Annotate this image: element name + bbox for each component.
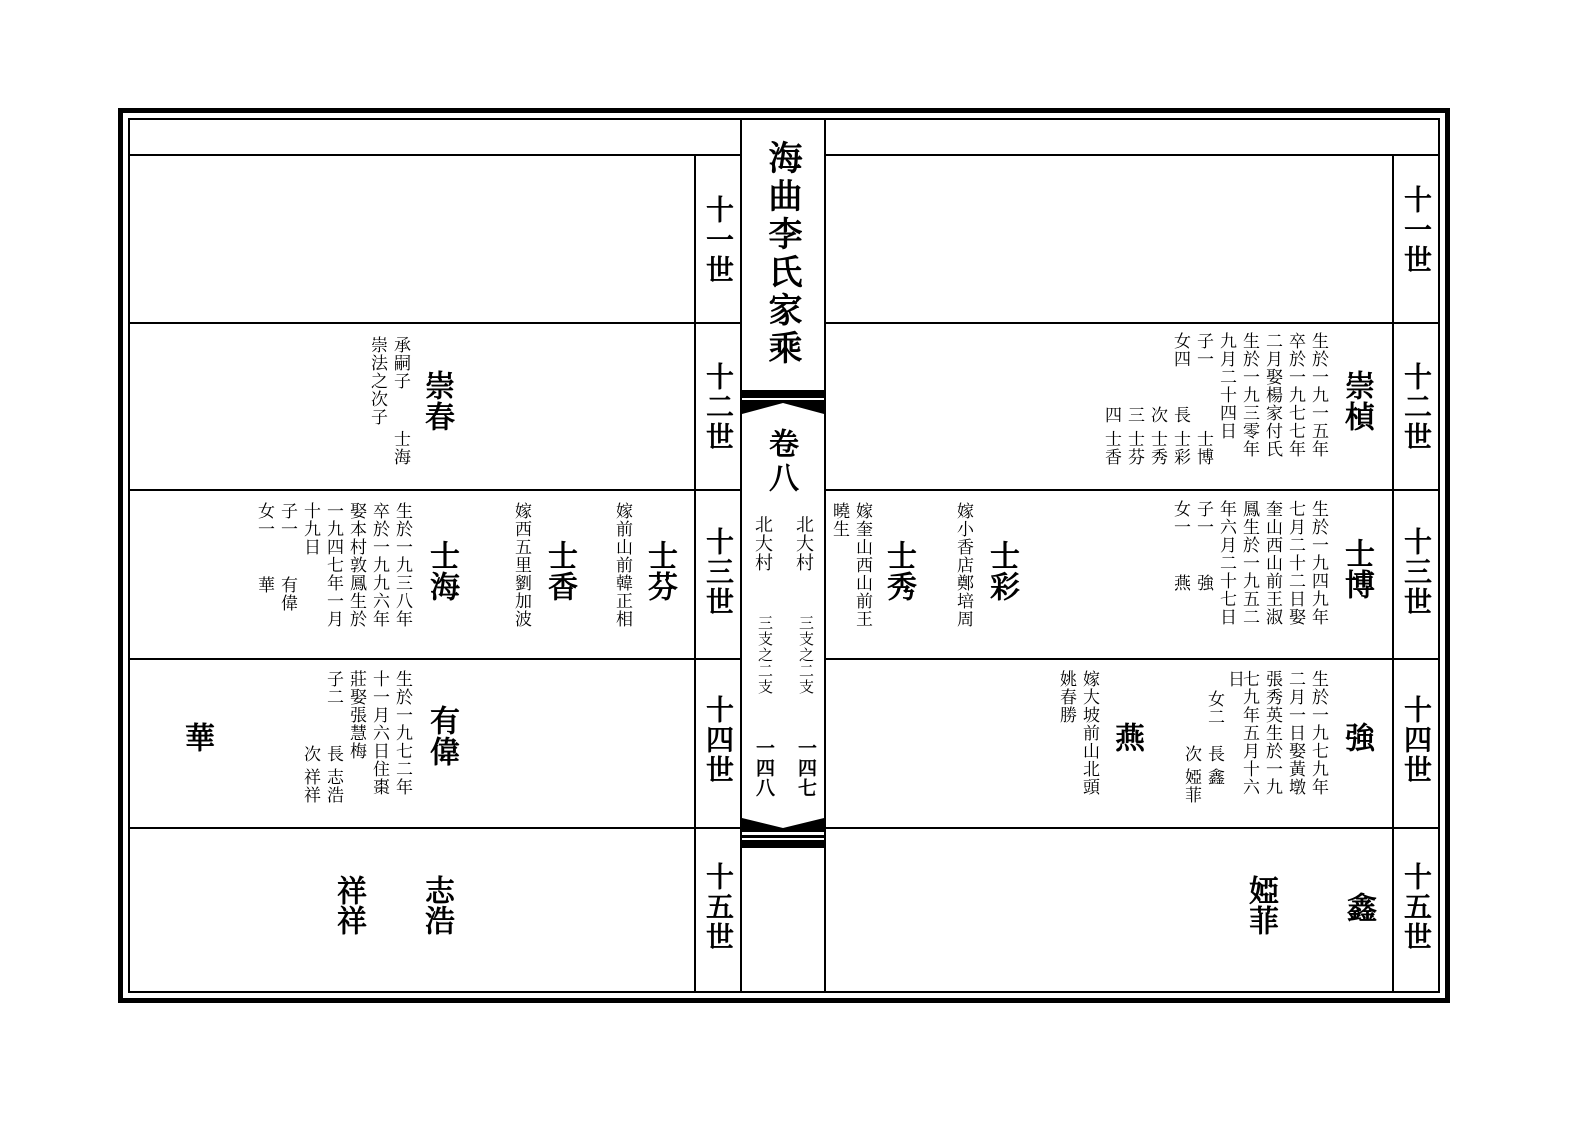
right-row-line <box>826 489 1440 491</box>
child-rank: 次 <box>1181 745 1201 763</box>
bio-line: 子一 <box>1193 500 1213 536</box>
spine-left-line <box>740 118 742 993</box>
bio-line: 女一 <box>254 502 274 538</box>
person-name: 士芬 <box>642 540 677 602</box>
bio-line: 生於一九一五年 <box>1308 332 1328 458</box>
person-name: 士秀 <box>881 540 916 602</box>
bio-line: 日 <box>1224 670 1244 688</box>
bio-line: 二月娶楊家付氏 <box>1262 332 1282 458</box>
right-row-line <box>826 827 1440 829</box>
left-gen-column-line <box>694 155 696 993</box>
bio-line: 嫁奎山西山前王 <box>852 502 872 628</box>
bio-line: 崇法之次子 <box>367 336 387 426</box>
bio-line: 十一月六日住棗 <box>369 670 389 796</box>
bio-line: 娶本村敦鳳生於 <box>346 502 366 628</box>
child-name: 士芬 <box>1124 430 1144 466</box>
left-row-line <box>128 827 740 829</box>
bio-line: 莊娶張慧梅 <box>346 670 366 760</box>
bio-line: 嫁前山前韓正相 <box>612 502 632 628</box>
bio-line: 年六月二十七日 <box>1216 500 1236 626</box>
child-name: 華 <box>254 576 274 594</box>
bio-line: 女一 <box>1170 500 1190 536</box>
left-gen-label-11: 十一世 <box>702 195 735 285</box>
right-row-line <box>826 658 1440 660</box>
bio-line: 卒於一九九六年 <box>369 502 389 628</box>
left-row-line <box>128 489 740 491</box>
bio-line: 二月一日娶黃墩 <box>1285 670 1305 796</box>
child-name: 士海 <box>390 430 410 466</box>
person-name: 有偉 <box>424 705 459 767</box>
fishtail-top-mark <box>742 390 824 420</box>
child-rank: 三 <box>1124 406 1144 424</box>
bio-line: 女二 <box>1204 690 1224 726</box>
child-rank: 次 <box>300 745 320 763</box>
bio-line: 生於一九三八年 <box>392 502 412 628</box>
bio-line: 一九四七年一月 <box>323 502 343 628</box>
child-name: 強 <box>1193 574 1213 592</box>
bio-line: 生於一九七九年 <box>1308 670 1328 796</box>
left-row-line <box>128 322 740 324</box>
bio-line: 十九日 <box>300 502 320 556</box>
bio-line: 七月二十二日娶 <box>1285 500 1305 626</box>
person-name: 鑫 <box>1341 892 1376 922</box>
right-branch: 三支之二支 <box>797 615 815 695</box>
right-village: 北大村 <box>793 515 814 572</box>
bio-line: 子二 <box>323 670 343 706</box>
left-gen-label-12: 十二世 <box>702 362 735 452</box>
right-row-line <box>826 322 1440 324</box>
left-village: 北大村 <box>752 515 773 572</box>
bio-line: 鳳生於一九五二 <box>1239 500 1259 626</box>
right-gen-column-line <box>1392 155 1394 993</box>
left-top-line <box>128 154 740 156</box>
person-name: 強 <box>1339 722 1374 753</box>
bio-line: 曉生 <box>829 502 849 538</box>
volume-label: 卷八 <box>763 428 798 496</box>
child-name: 有偉 <box>277 576 297 612</box>
person-name: 崇楨 <box>1339 370 1374 432</box>
child-name: 士彩 <box>1170 430 1190 466</box>
bio-line: 子一 <box>277 502 297 538</box>
child-name: 婭菲 <box>1181 768 1201 804</box>
bio-line: 生於一九七二年 <box>392 670 412 796</box>
child-name: 士秀 <box>1147 430 1167 466</box>
left-branch: 三支之二支 <box>756 615 774 695</box>
person-name: 燕 <box>1109 722 1144 753</box>
bio-line: 姚春勝 <box>1056 670 1076 724</box>
bio-line: 張秀英生於一九 <box>1262 670 1282 796</box>
person-name: 婭菲 <box>1243 875 1278 935</box>
left-page-number: 一四八 <box>753 738 775 798</box>
bio-line: 生於一九四九年 <box>1308 500 1328 626</box>
child-rank: 長 <box>1170 406 1190 424</box>
bio-line: 奎山西山前王淑 <box>1262 500 1282 626</box>
person-name: 士香 <box>542 540 577 602</box>
child-name: 鑫 <box>1204 768 1224 786</box>
bio-line: 七九年五月十六 <box>1239 670 1259 796</box>
person-name: 志浩 <box>419 875 454 935</box>
bio-line: 九月二十四日 <box>1216 332 1236 440</box>
right-top-line <box>826 154 1440 156</box>
child-name: 祥祥 <box>300 768 320 804</box>
spine-right-line <box>824 118 826 993</box>
bio-line: 子一 <box>1193 332 1213 368</box>
bio-line: 嫁大坡前山北頭 <box>1079 670 1099 796</box>
right-page-number: 一四七 <box>795 738 817 798</box>
right-gen-label-14: 十四世 <box>1400 695 1433 785</box>
person-name: 士海 <box>424 540 459 602</box>
child-rank: 長 <box>1204 745 1224 763</box>
fishtail-bottom-mark <box>742 818 824 850</box>
right-gen-label-12: 十二世 <box>1400 362 1433 452</box>
bio-line: 嫁小香店鄭培周 <box>953 502 973 628</box>
child-rank: 四 <box>1101 406 1121 424</box>
bio-line: 生於一九三零年 <box>1239 332 1259 458</box>
person-name: 士彩 <box>984 540 1019 602</box>
right-gen-label-15: 十五世 <box>1400 862 1433 952</box>
left-gen-label-15: 十五世 <box>702 862 735 952</box>
child-name: 燕 <box>1170 574 1190 592</box>
bio-line: 女四 <box>1170 332 1190 368</box>
left-gen-label-14: 十四世 <box>702 695 735 785</box>
person-name: 士博 <box>1339 538 1374 600</box>
right-gen-label-11: 十一世 <box>1400 185 1433 275</box>
left-gen-label-13: 十三世 <box>702 527 735 617</box>
bio-line: 卒於一九七七年 <box>1285 332 1305 458</box>
right-gen-label-13: 十三世 <box>1400 527 1433 617</box>
left-row-line <box>128 658 740 660</box>
bio-line: 承嗣子 <box>390 336 410 390</box>
child-name: 士博 <box>1193 430 1213 466</box>
person-name: 崇春 <box>419 370 454 432</box>
person-name: 祥祥 <box>331 875 366 935</box>
child-name: 士香 <box>1101 430 1121 466</box>
person-name: 華 <box>179 722 214 753</box>
book-title: 海曲李氏家乘 <box>762 140 802 368</box>
child-rank: 次 <box>1147 406 1167 424</box>
child-rank: 長 <box>323 745 343 763</box>
child-name: 志浩 <box>323 768 343 804</box>
bio-line: 嫁西五里劉加波 <box>511 502 531 628</box>
